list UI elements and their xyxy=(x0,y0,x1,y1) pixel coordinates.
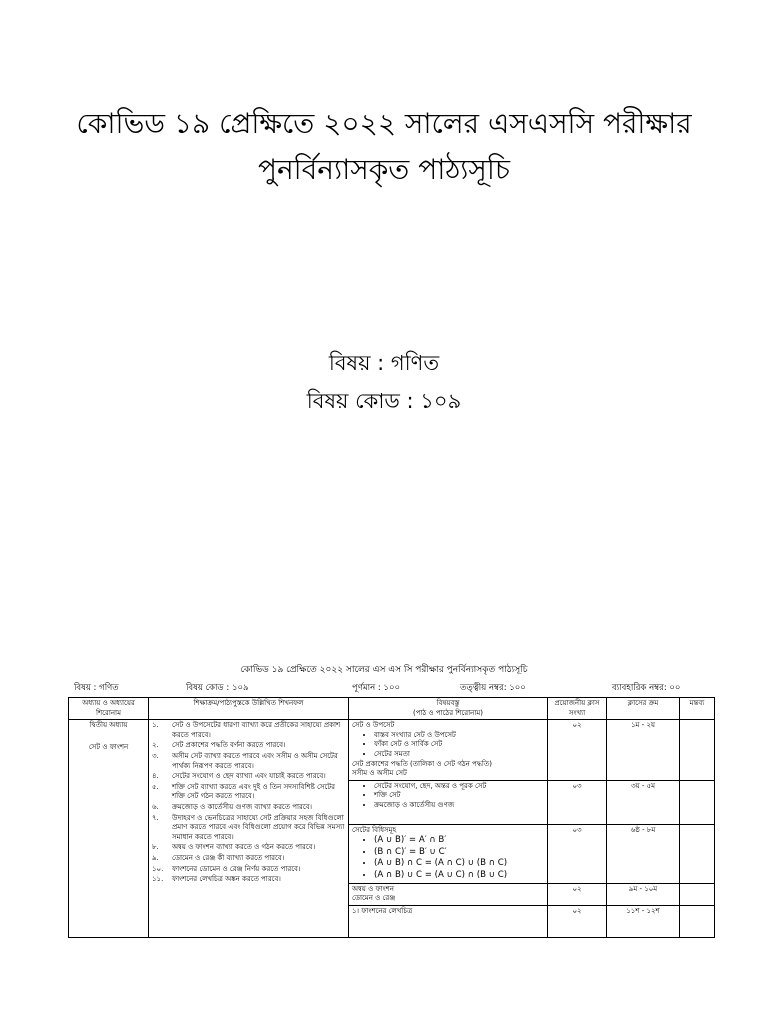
outcome-number: ৭. xyxy=(152,813,159,822)
list-item: • শক্তি সেট xyxy=(374,791,544,801)
col-header-content-title: বিষয়বস্তু xyxy=(436,699,460,707)
outcome-item xyxy=(152,721,345,740)
class-order: ৯ম - ১০ম xyxy=(607,883,680,905)
class-order: ১ম - ২য় xyxy=(607,720,680,781)
cover-title-line2: পুনর্বিন্যাসকৃত পাঠ্যসূচি xyxy=(257,153,511,186)
content-cell xyxy=(349,883,548,905)
outcome-text: অন্বয় ও ফাংশন ব্যাখ্যা করতে ও গঠন করতে পারবে। xyxy=(172,843,316,852)
content-line: সেট ও উপসেট xyxy=(352,721,395,730)
remarks-cell xyxy=(680,905,715,938)
meta-theory-marks: তত্ত্বীয় নম্বর: ১০০ xyxy=(460,683,526,693)
outcome-text: সেট প্রকাশের পদ্ধতি বর্ণনা করতে পারবে। xyxy=(172,741,286,750)
col-header-remarks: মন্তব্য xyxy=(680,698,715,720)
cover-title-line1: কোভিড ১৯ প্রেক্ষিতে ২০২২ সালের এসএসসি পরীক্ষার xyxy=(76,107,692,140)
chapter-cell xyxy=(69,720,149,938)
outcomes-cell xyxy=(149,720,349,938)
outcome-text: ক্রমজোড় ও কার্তেসীয় গুণজ ব্যাখ্যা করতে পারবে। xyxy=(172,802,313,811)
class-count: ০২ xyxy=(548,720,607,781)
content-cell xyxy=(349,780,548,824)
content-line: সেট প্রকাশের পদ্ধতি (তালিকা ও সেট গঠন পদ্ধতি) xyxy=(352,759,492,768)
col-header-classes: প্রয়োজনীয় ক্লাস সংখ্যা xyxy=(548,698,607,720)
remarks-cell xyxy=(680,883,715,905)
list-item: • বাস্তব সংখ্যার সেট ও উপসেট xyxy=(374,731,544,741)
outcome-item xyxy=(152,772,345,782)
col-header-content-sub: (পাঠ ও পাঠের শিরোনাম) xyxy=(413,708,483,717)
content-bullets xyxy=(352,731,544,760)
meta-full-marks: পূর্ণমান : ১০০ xyxy=(352,683,401,693)
list-item: • (A ∪ B) ∩ C = (A ∩ C) ∪ (B ∩ C) xyxy=(374,858,544,870)
outcome-text: অসীম সেট ব্যাখ্যা করতে পারবে এবং সসীম ও অসীম সেটের পার্থক্য নিরূপণ করতে পারবে। xyxy=(172,751,338,770)
meta-code: বিষয় কোড : ১০৯ xyxy=(186,683,249,693)
content-line: ডোমেন ও রেঞ্জ xyxy=(352,894,396,903)
outcome-number: ৪. xyxy=(152,772,159,781)
col-header-chapter: অধ্যায় ও অধ্যায়ের শিরোনাম xyxy=(69,698,149,720)
outcome-text: ডোমেন ও রেঞ্জ কী ব্যাখ্যা করতে পারবে। xyxy=(172,853,285,862)
content-bullets xyxy=(352,782,544,811)
col-header-content xyxy=(349,698,548,720)
outcome-number: ৫. xyxy=(152,782,159,791)
outcome-number: ১০. xyxy=(152,864,164,873)
content-line: সসীম ও অসীম সেট xyxy=(352,769,407,778)
col-header-outcomes: শিক্ষাক্রম/পাঠ্যপুস্তকে উল্লিখিত শিখনফল xyxy=(149,698,349,720)
outcome-item xyxy=(152,814,345,843)
outcome-item xyxy=(152,865,345,875)
class-count: ০৩ xyxy=(548,824,607,883)
outcome-number: ২. xyxy=(152,741,159,750)
content-cell xyxy=(349,720,548,781)
class-count: ০২ xyxy=(548,883,607,905)
outcome-number: ৯. xyxy=(152,853,159,862)
class-order: ৬ষ্ঠ - ৮ম xyxy=(607,824,680,883)
col-header-order: ক্লাসের ক্রম xyxy=(607,698,680,720)
list-item: • (A ∪ B)′ = A′ ∩ B′ xyxy=(374,835,544,847)
remarks-cell xyxy=(680,780,715,824)
content-cell xyxy=(349,905,548,938)
meta-practical-marks: ব্যাবহারিক নম্বর: ০০ xyxy=(612,683,681,693)
content-line: ১। ফাংশনের লেখচিত্র xyxy=(352,906,413,915)
outcome-number: ৬. xyxy=(152,802,159,811)
cover-subject: বিষয় : গণিত xyxy=(328,351,440,375)
outcome-number: ১. xyxy=(152,721,159,730)
list-item: • (A ∩ B) ∪ C = (A ∪ C) ∩ (B ∪ C) xyxy=(374,870,544,882)
class-count: ০৩ xyxy=(548,780,607,824)
outcome-item xyxy=(152,854,345,864)
outcome-item xyxy=(152,803,345,813)
outcome-text: সেট ও উপসেটের ধারণা ব্যাখ্যা করে প্রতীকের সাহায্যে প্রকাশ করতে পারবে। xyxy=(172,721,341,739)
outcome-text: শক্তি সেট ব্যাখ্যা করতে এবং দুই ও তিন সদস্যবিশিষ্ট সেটের শক্তি সেট গঠন করতে পারবে। xyxy=(172,782,335,801)
list-item: • ক্রমজোড় ও কার্তেসীয় গুণজ xyxy=(374,801,544,811)
list-item: • সেটের সমতা xyxy=(374,750,544,760)
outcome-text: ফাংশনের ডোমেন ও রেঞ্জ নির্ণয় করতে পারবে। xyxy=(172,864,301,873)
content-line: অন্বয় ও ফাংশন xyxy=(352,884,394,893)
chapter-name: সেট ও ফাংশন xyxy=(88,742,129,751)
outcome-item xyxy=(152,783,345,802)
outcome-item xyxy=(152,843,345,853)
outcome-text: উদাহরণ ও ভেনচিত্রের সাহায্যে সেট প্রক্রিয়ার সহজ বিধিগুলো প্রমাণ করতে পারবে এবং বিধিগুলো প্রয়োগ করে বিভিন্ন সমস্যা সমাধান করতে পারবে। xyxy=(172,813,345,841)
class-count: ০২ xyxy=(548,905,607,938)
set-laws-list xyxy=(352,835,544,881)
list-item: • ফাঁকা সেট ও সার্বিক সেট xyxy=(374,740,544,750)
meta-subject: বিষয় : গণিত xyxy=(74,683,119,693)
outcome-number: ৩. xyxy=(152,751,159,760)
list-item: • সেটের সংযোগ, ছেদ, অন্তর ও পূরক সেট xyxy=(374,782,544,792)
outcome-text: ফাংশনের লেখচিত্র অঙ্কন করতে পারবে। xyxy=(172,875,281,884)
class-order: ৩য় - ৫ম xyxy=(607,780,680,824)
table-header-row xyxy=(69,698,715,720)
outcome-number: ৮. xyxy=(152,843,159,852)
outcome-item xyxy=(152,741,345,751)
outcome-item xyxy=(152,875,345,885)
content-line: সেটের বিধিসমূহ xyxy=(352,825,397,834)
syllabus-table xyxy=(68,697,715,938)
remarks-cell xyxy=(680,824,715,883)
outcome-number: ১১. xyxy=(152,875,164,884)
outcomes-list xyxy=(152,721,345,885)
list-item: • (B ∩ C)′ = B′ ∪ C′ xyxy=(374,847,544,859)
table-row xyxy=(69,720,715,781)
table-title: কোভিড ১৯ প্রেক্ষিতে ২০২২ সালের এস এস সি পরীক্ষার পুনর্বিন্যাসকৃত পাঠ্যসূচি xyxy=(240,665,528,675)
cover-subject-code: বিষয় কোড : ১০৯ xyxy=(306,389,462,413)
outcome-text: সেটের সংযোগ ও ছেদ ব্যাখ্যা এবং যাচাই করতে পারবে। xyxy=(172,772,326,781)
chapter-number: দ্বিতীয় অধ্যায় xyxy=(89,721,128,730)
content-cell xyxy=(349,824,548,883)
outcome-item xyxy=(152,752,345,771)
remarks-cell xyxy=(680,720,715,781)
class-order: ১১শ - ১২শ xyxy=(607,905,680,938)
